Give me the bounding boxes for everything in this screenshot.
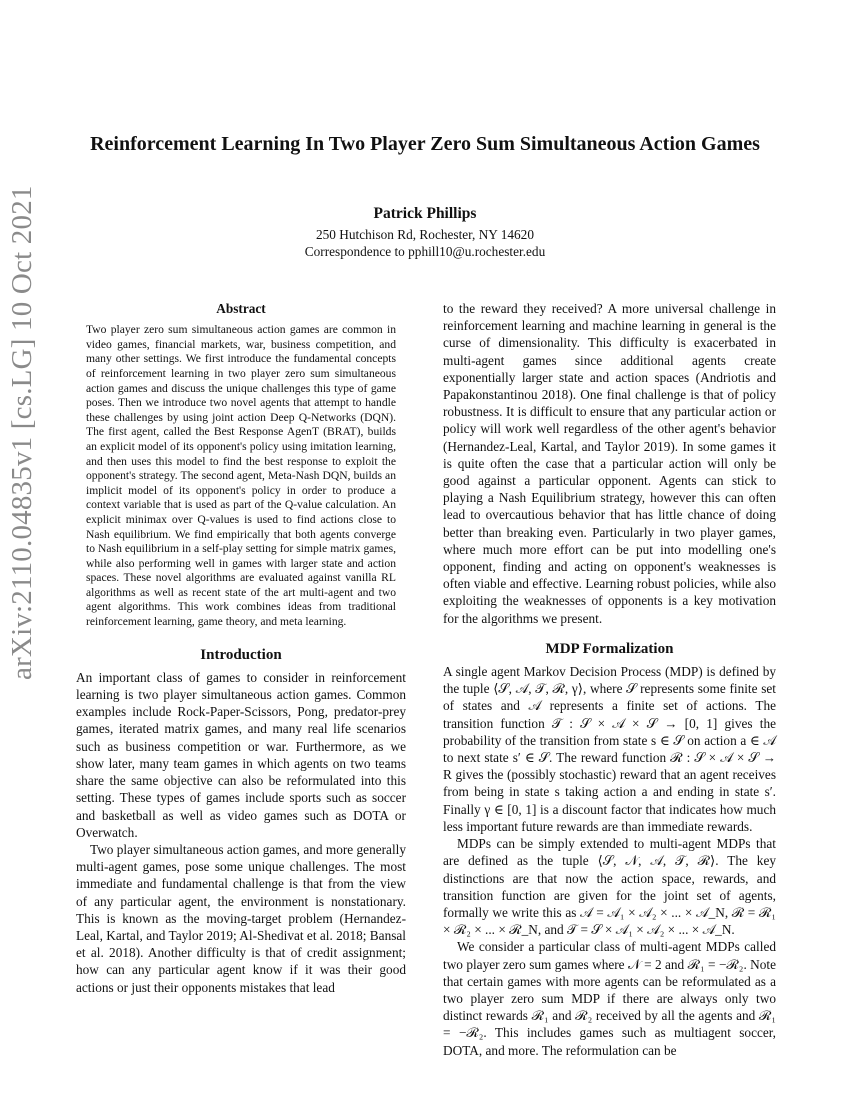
introduction-paragraph-2-continued: to the reward they received? A more universal challenge in reinforcement learning and machine learning in general is the curse of dimensionality. This difficulty is exacerbated in multi-agent games since additional agents create exponentially larger state and action spaces (Andriotis and Papakonstantinou 2018). One final challenge is that of policy robustness. It is difficult to ensure that any particular action or policy will work well regardless of the other agent's behavior (Hernandez-Leal, Kartal, and Taylor 2019). In some games it is quite often the case that a particular action will only be good against a particular opponent. Agents can stick to playing a Nash Equilibrium strategy, however this can often lead to overcautious behavior that has little chance of doing better than breaking even. Particularly in two player games, where much more effort can be put into modelling one's opponent, finding and acting on opponent's weaknesses is often viable and effective. Learning robust policies, while also exploiting the weaknesses of opponents is a key motivation for the algorithms we present.: [443, 301, 776, 626]
abstract-text: Two player zero sum simultaneous action games are common in video games, financial markets, war, business competition, and many other settings. We first introduce the fundamental concepts of reinforcement learning in two player zero sum simultaneous action games and discuss the unique challenges this type of game poses. Then we introduce two novel agents that attempt to handle these challenges by using joint action Deep Q-Networks (DQN). The first agent, called the Best Response AgenT (BRAT), builds an explicit model of its opponent's policy using imitation learning, and then uses this model to find the best response to exploit the opponent's strategy. The second agent, Meta-Nash DQN, builds an implicit model of its opponent's policy in order to produce a context variable that is used as part of the Q-value calculation. An explicit minimax over Q-values is used to find actions close to Nash equilibrium. We find empirically that both agents converge to Nash equilibrium in a self-play setting for simple matrix games, while also performing well in games with larger state and action spaces. These novel algorithms are evaluated against vanilla RL algorithms as well as recent state of the art multi-agent and two agent algorithms. This work combines ideas from traditional reinforcement learning, game theory, and meta learning.: [86, 323, 396, 629]
right-column: [443, 300, 776, 1059]
arxiv-identifier-stamp: arXiv:2110.04835v1 [cs.LG] 10 Oct 2021: [6, 185, 38, 680]
author-affiliation: [60, 226, 790, 260]
mdp-formalization-heading: MDP Formalization: [545, 640, 674, 657]
introduction-heading: Introduction: [200, 646, 282, 663]
author-correspondence: Correspondence to pphill10@u.rochester.edu: [304, 244, 546, 259]
abstract-heading: Abstract: [216, 301, 266, 316]
left-column: [76, 300, 406, 996]
paper-title: Reinforcement Learning In Two Player Zero Sum Simultaneous Action Games: [90, 133, 760, 155]
mdp-paragraph-1: A single agent Markov Decision Process (MDP) is defined by the tuple ⟨𝒮, 𝒜, 𝒯, ℛ, γ⟩, where 𝒮 represents some finite set of states and 𝒜 represents a finite set of actions. The transition function 𝒯 : 𝒮 × 𝒜 × 𝒮 → [0, 1] gives the probability of the transition from state s ∈ 𝒮 on action a ∈ 𝒜 to next state s′ ∈ 𝒮. The reward function ℛ : 𝒮 × 𝒜 × 𝒮 → R gives the (possibly stochastic) reward that an agent receives from being in state s taking action a and ending in state s′. Finally γ ∈ [0, 1] is a discount factor that indicates how much less important future rewards are than immediate rewards.: [443, 664, 776, 834]
mdp-paragraph-3: We consider a particular class of multi-agent MDPs called two player zero sum games where 𝒩 = 2 and ℛ₁ = −ℛ₂. Note that certain games with more agents can be reformulated as a two player zero sum MDP if there are always only two distinct rewards ℛ₁ and ℛ₂ received by all the agents and ℛ₁ = −ℛ₂. This includes games such as multiagent soccer, DOTA, and more. The reformulation can be: [443, 939, 776, 1058]
introduction-paragraph-1: An important class of games to consider in reinforcement learning is two player simultaneous action games. Common examples include Rock-Paper-Scissors, Pong, predator-prey games, iterated matrix games, and many real life scenarios such as business competition or war. Furthermore, as we show later, many team games in which agents on two teams share the same objective can also be reformulated into this setting. These types of games include sports such as soccer and basketball as well as video games such as DOTA or Overwatch.: [76, 669, 406, 840]
introduction-paragraph-2: Two player simultaneous action games, and more generally multi-agent games, pose some unique challenges. The most immediate and fundamental challenge is that from the view of any particular agent, the environment is nonstationary. This is known as the moving-target problem (Hernandez-Leal, Kartal, and Taylor 2019; Al-Shedivat et al. 2018; Bansal et al. 2018). Another difficulty is that of credit assignment; how can any particular agent know if it was their good actions or just their opponents mistakes that lead: [76, 841, 406, 995]
author-address: 250 Hutchison Rd, Rochester, NY 14620: [316, 227, 534, 242]
mdp-paragraph-2: MDPs can be simply extended to multi-agent MDPs that are defined as the tuple ⟨𝒮, 𝒩, 𝒜, 𝒯, ℛ⟩. The key distinctions are that now the action space, rewards, and transition function are given for the joint set of agents, formally we write this as 𝒜 = 𝒜₁ × 𝒜₂ × ... × 𝒜_N, ℛ = ℛ₁ × ℛ₂ × ... × ℛ_N, and 𝒯 = 𝒮 × 𝒜₁ × 𝒜₂ × ... × 𝒜_N.: [443, 836, 776, 938]
author-name: Patrick Phillips: [373, 205, 477, 222]
